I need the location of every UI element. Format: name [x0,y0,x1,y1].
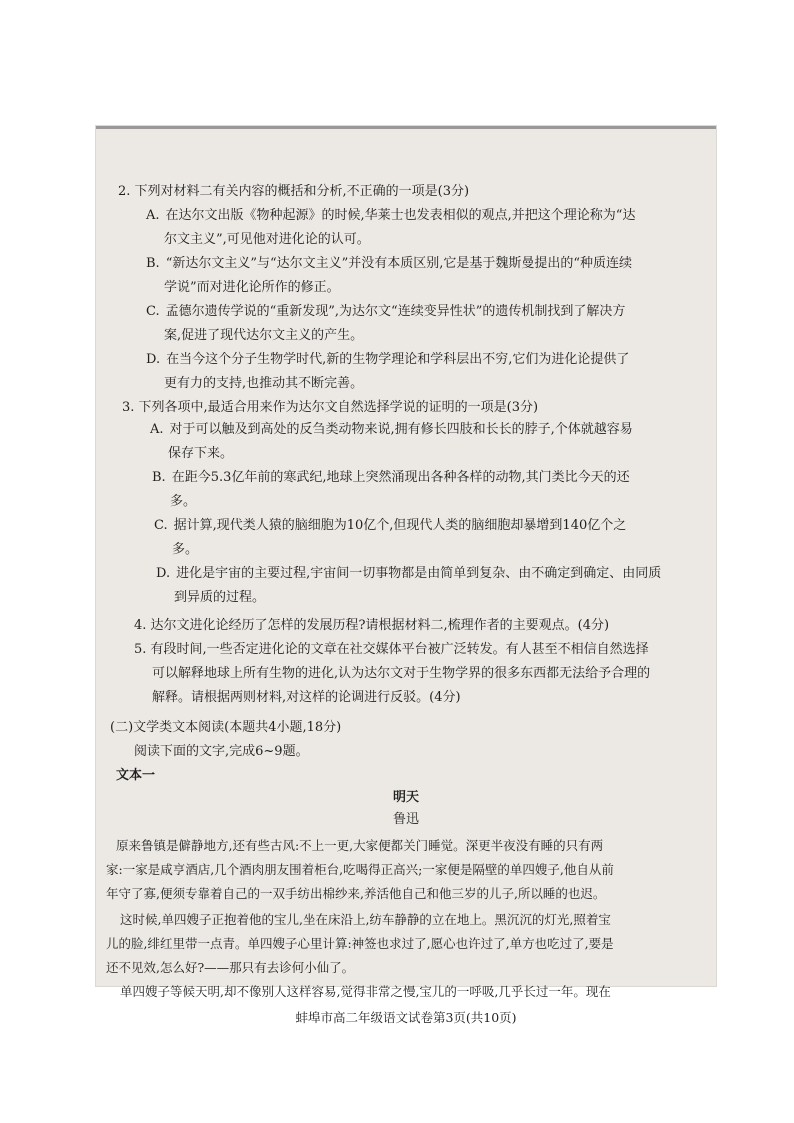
question-5-cont-1: 可以解释地球上所有生物的进化,认为达尔文对于生物学界的很多东西都无法给予合理的 [152,666,651,681]
question-2-stem: 2. 下列对材料二有关内容的概括和分析,不正确的一项是(3分) [118,184,470,199]
story-paragraph-line: 单四嫂子等候天明,却不像别人这样容易,觉得非常之慢,宝儿的一呼吸,几乎长过一年。现在 [120,984,611,999]
option-label: C. [146,304,160,319]
q2-option-a-cont: 尔文主义”,可见他对进化论的认可。 [164,232,370,247]
page-footer: 蚌埠市高二年级语文试卷第3页(共10页) [295,1010,517,1025]
q3-option-b [152,470,630,486]
q3-option-c [154,518,626,534]
q3-option-a [150,422,633,438]
story-paragraph-line: 原来鲁镇是僻静地方,还有些古风:不上一更,大家便都关门睡觉。深更半夜没有睡的只有两 [116,838,604,853]
section-2-instruction: 阅读下面的文字,完成6~9题。 [134,744,309,759]
story-paragraph-line: 这时候,单四嫂子正抱着他的宝儿,坐在床沿上,纺车静静的立在地上。黑沉沉的灯光,照着宝 [120,912,611,927]
option-label: C. [154,518,168,533]
story-paragraph-line: 家:一家是咸亨酒店,几个酒肉朋友围着柜台,吃喝得正高兴;一家便是隔壁的单四嫂子,他自从前 [106,862,614,877]
q2-option-b-cont: 学说”而对进化论所作的修正。 [164,280,340,295]
option-text: 孟德尔遗传学说的“重新发现”,为达尔文“连续变异性状”的遗传机制找到了解决方 [165,304,626,319]
option-text: 在达尔文出版《物种起源》的时候,华莱士也发表相似的观点,并把这个理论称为“达 [165,208,636,223]
story-title: 明天 [392,790,419,805]
section-2-heading: (二)文学类文本阅读(本题共4小题,18分) [110,720,342,735]
q2-option-c-cont: 案,促进了现代达尔文主义的产生。 [164,328,364,343]
q3-option-b-cont: 多。 [170,494,197,509]
question-3-stem: 3. 下列各项中,最适合用来作为达尔文自然选择学说的证明的一项是(3分) [122,400,539,415]
q3-option-d [156,566,661,582]
option-text: “新达尔文主义”与“达尔文主义”并没有本质区别,它是基于魏斯曼提出的“种质连续 [165,256,633,271]
option-text: 对于可以触及到高处的反刍类动物来说,拥有修长四肢和长长的脖子,个体就越容易 [169,422,633,437]
option-text: 在当今这个分子生物学时代,新的生物学理论和学科层出不穷,它们为进化论提供了 [166,352,630,367]
exam-page [96,126,716,1025]
option-label: A. [150,422,164,437]
option-label: A. [146,208,160,223]
story-paragraph-line: 年守了寡,便须专靠着自己的一双手纺出棉纱来,养活他自己和他三岁的儿子,所以睡的也迟。 [106,886,606,901]
q2-option-a [146,208,635,224]
q3-option-d-cont: 到异质的过程。 [174,590,266,605]
q2-option-b [146,256,632,272]
q2-option-d [146,352,629,368]
option-label: B. [152,470,166,485]
option-text: 进化是宇宙的主要过程,宇宙间一切事物都是由简单到复杂、由不确定到确定、由同质 [176,566,662,581]
question-5-cont-2: 解释。请根据两则材料,对这样的论调进行反驳。(4分) [152,690,461,705]
q3-option-c-cont: 多。 [172,542,199,557]
q2-option-c [146,304,625,320]
question-4: 4. 达尔文进化论经历了怎样的发展历程?请根据材料二,梳理作者的主要观点。(4分) [134,618,610,633]
story-author: 鲁迅 [392,812,419,827]
question-5: 5. 有段时间,一些否定进化论的文章在社交媒体平台被广泛转发。有人甚至不相信自然选择 [134,642,649,657]
q2-option-d-cont: 更有力的支持,也推动其不断完善。 [164,376,364,391]
option-text: 据计算,现代类人猿的脑细胞为10亿个,但现代人类的脑细胞却暴增到140亿个之 [173,518,627,533]
story-paragraph-line: 儿的脸,绯红里带一点青。单四嫂子心里计算:神签也求过了,愿心也许过了,单方也吃过了,要是 [106,936,614,951]
text-one-label: 文本一 [116,768,156,783]
q3-option-a-cont: 保存下来。 [168,446,234,461]
option-text: 在距今5.3亿年前的寒武纪,地球上突然涌现出各种各样的动物,其门类比今天的还 [171,470,630,485]
option-label: D. [146,352,161,367]
option-label: D. [156,566,171,581]
story-paragraph-line: 还不见效,怎么好?——那只有去诊何小仙了。 [106,960,355,975]
option-label: B. [146,256,160,271]
